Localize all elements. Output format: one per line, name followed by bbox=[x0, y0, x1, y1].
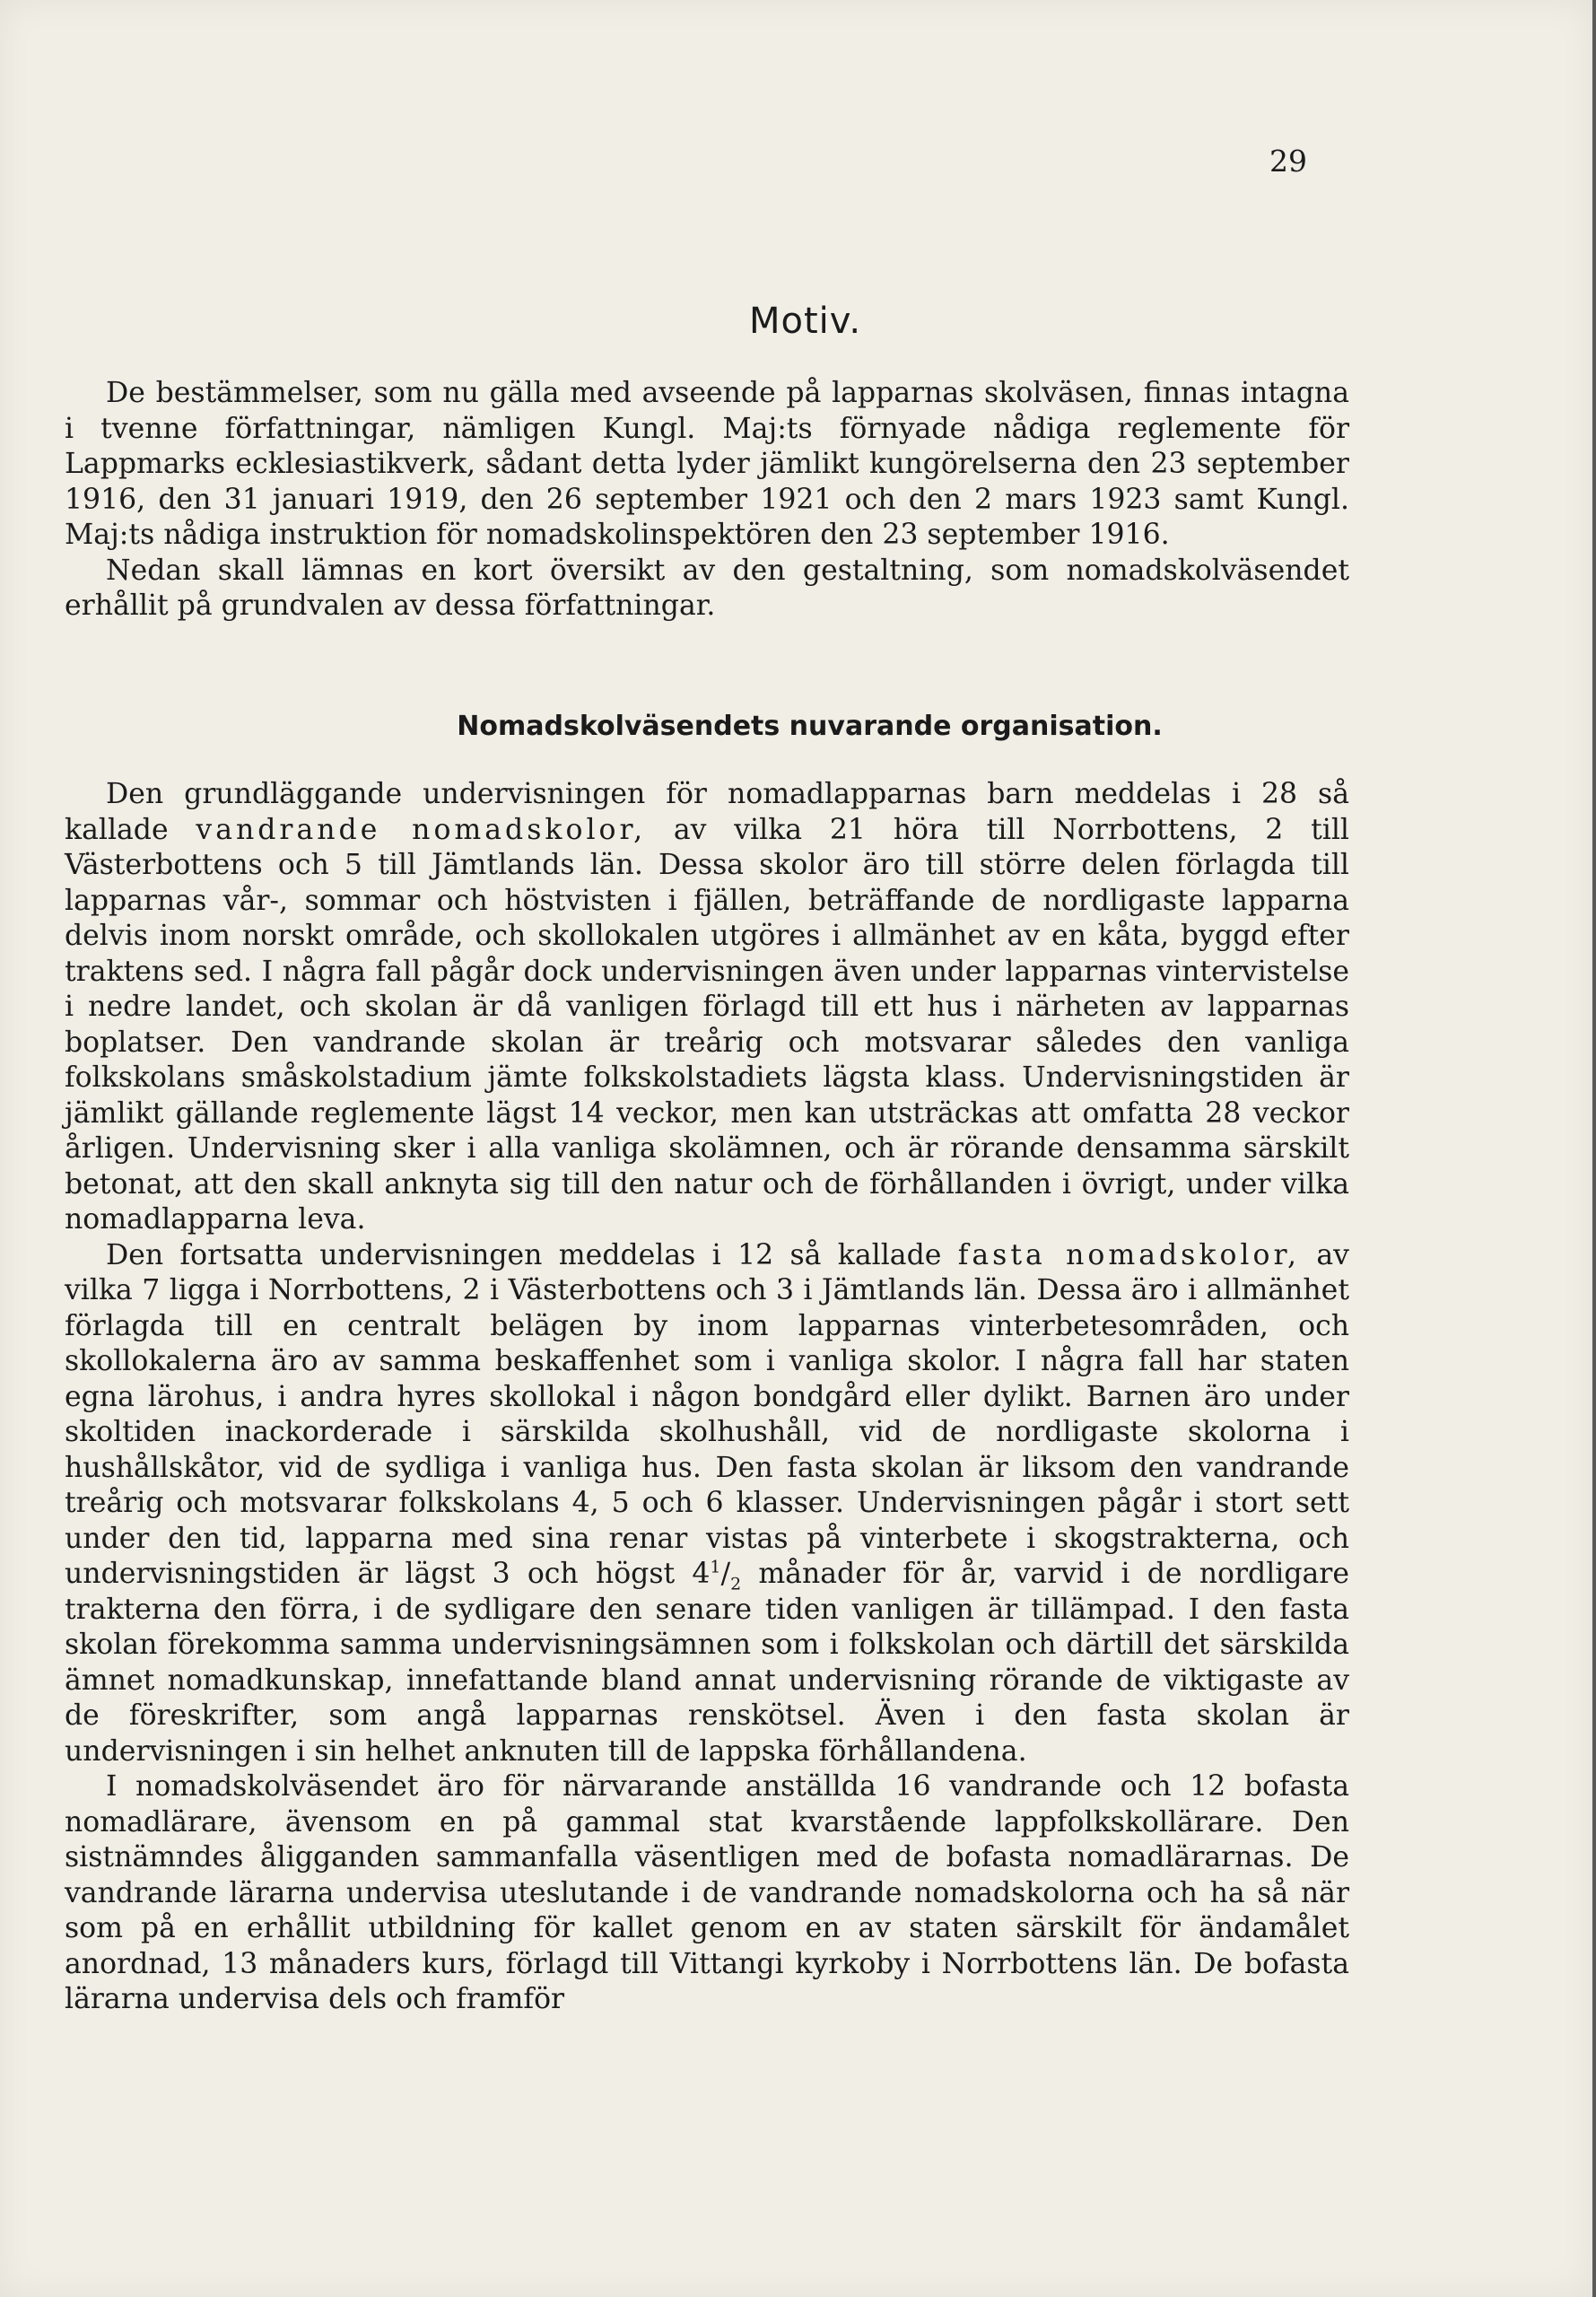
paragraph: Den grundläggande undervisningen för nomadlapparnas barn meddelas i 28 så kallade vandrande nomadskolor, av vilka 21 höra till Norrbottens, 2 till Västerbottens och 5 till Jämtlands län. Dessa skolor äro till större delen förlagda till lapparnas vår-, sommar och höstvisten i fjällen, beträffande de nordligaste lapparna delvis inom norskt område, och skollokalen utgöres i allmänhet av en kåta, byggd efter traktens sed. I några fall pågår dock undervisningen även under lapparnas vintervistelse i nedre landet, och skolan är då vanligen förlagd till ett hus i närheten av lapparnas boplatser. Den vandrande skolan är treårig och motsvarar således den vanliga folkskolans småskolstadium jämte folkskolstadiets lägsta klass. Undervisningstiden är jämlikt gällande reglemente lägst 14 veckor, men kan utsträckas att omfatta 28 veckor årligen. Undervisning sker i alla vanliga skolämnen, och är rörande densamma särskilt betonat, att den skall anknyta sig till den natur och de förhållanden i övrigt, under vilka nomadlapparna leva. bbox=[65, 778, 1350, 1236]
intro-section bbox=[65, 376, 1349, 624]
paragraph: Nedan skall lämnas en kort översikt av den gestaltning, som nomadskolväsendet erhållit på grundvalen av dessa författningar. bbox=[65, 554, 1349, 622]
spaced-term: fasta nomadskolor, bbox=[957, 1238, 1301, 1271]
spaced-term: vandrande nomadskolor, bbox=[196, 813, 647, 846]
paragraph: Den fortsatta undervisningen meddelas i 12 så kallade fasta nomadskolor, av vilka 7 ligga i Norrbottens, 2 i Västerbottens och 3 i Jämtlands län. Dessa äro i allmänhet förlagda till en centralt belägen by inom lapparnas vinterbetesområden, och skollokalerna äro av samma beskaffenhet som i vanliga skolor. I några fall har staten egna lärohus, i andra hyres skollokal i någon bondgård eller dylikt. Barnen äro under skoltiden inackorderade i särskilda skolhushåll, vid de nordligaste skolorna i hushållskåtor, vid de sydliga i vanliga hus. Den fasta skolan är liksom den vandrande treårig och motsvarar folkskolans 4, 5 och 6 klasser. Undervisningen pågår i stort sett under den tid, lapparna med sina renar vistas på vinterbete i skogstrakterna, och undervisningstiden är lägst 3 och högst $4^1/_2$ månader för år, varvid i de nordligare trakterna den förra, i de sydligare den senare tiden vanligen är tillämpad. I den fasta skolan förekomma samma undervisningsämnen som i folkskolan och därtill det särskilda ämnet nomadkunskap, innefattande bland annat undervisning rörande de viktigaste av de föreskrifter, som angå lapparnas renskötsel. Även i den fasta skolan är undervisningen i sin helhet anknuten till de lappska förhållandena. bbox=[65, 1238, 1350, 1768]
paragraph: De bestämmelser, som nu gälla med avseende på lapparnas skolväsen, finnas intagna i tvenne författningar, nämligen Kungl. Maj:ts förnyade nådiga reglemente för Lappmarks ecklesiastikverk, sådant detta lyder jämlikt kungörelserna den 23 september 1916, den 31 januari 1919, den 26 september 1921 och den 2 mars 1923 samt Kungl. Maj:ts nådiga instruktion för nomadskolinspektören den 23 september 1916. bbox=[65, 377, 1349, 551]
section-heading: Nomadskolväsendets nuvarande organisation. bbox=[457, 711, 1163, 742]
page-number: 29 bbox=[1269, 144, 1307, 179]
fraction-denominator: 2 bbox=[730, 1574, 742, 1594]
page-title: Motiv. bbox=[748, 301, 862, 342]
fraction-numerator: 1 bbox=[710, 1557, 721, 1577]
paragraph: I nomadskolväsendet äro för närvarande anställda 16 vandrande och 12 bofasta nomadlärare, ävensom en på gammal stat kvarstående lappfolkskollärare. Den sistnämndes åligganden sammanfalla väsentligen med de bofasta nomadlärarnas. De vandrande lärarna undervisa uteslutande i de vandrande nomadskolorna och ha så när som på en erhållit utbildning för kallet genom en av staten särskilt för ändamålet anordnad, 13 månaders kurs, förlagd till Vittangi kyrkoby i Norrbottens län. De bofasta lärarna undervisa dels och framför bbox=[65, 1770, 1349, 2015]
body-section bbox=[65, 777, 1349, 2018]
